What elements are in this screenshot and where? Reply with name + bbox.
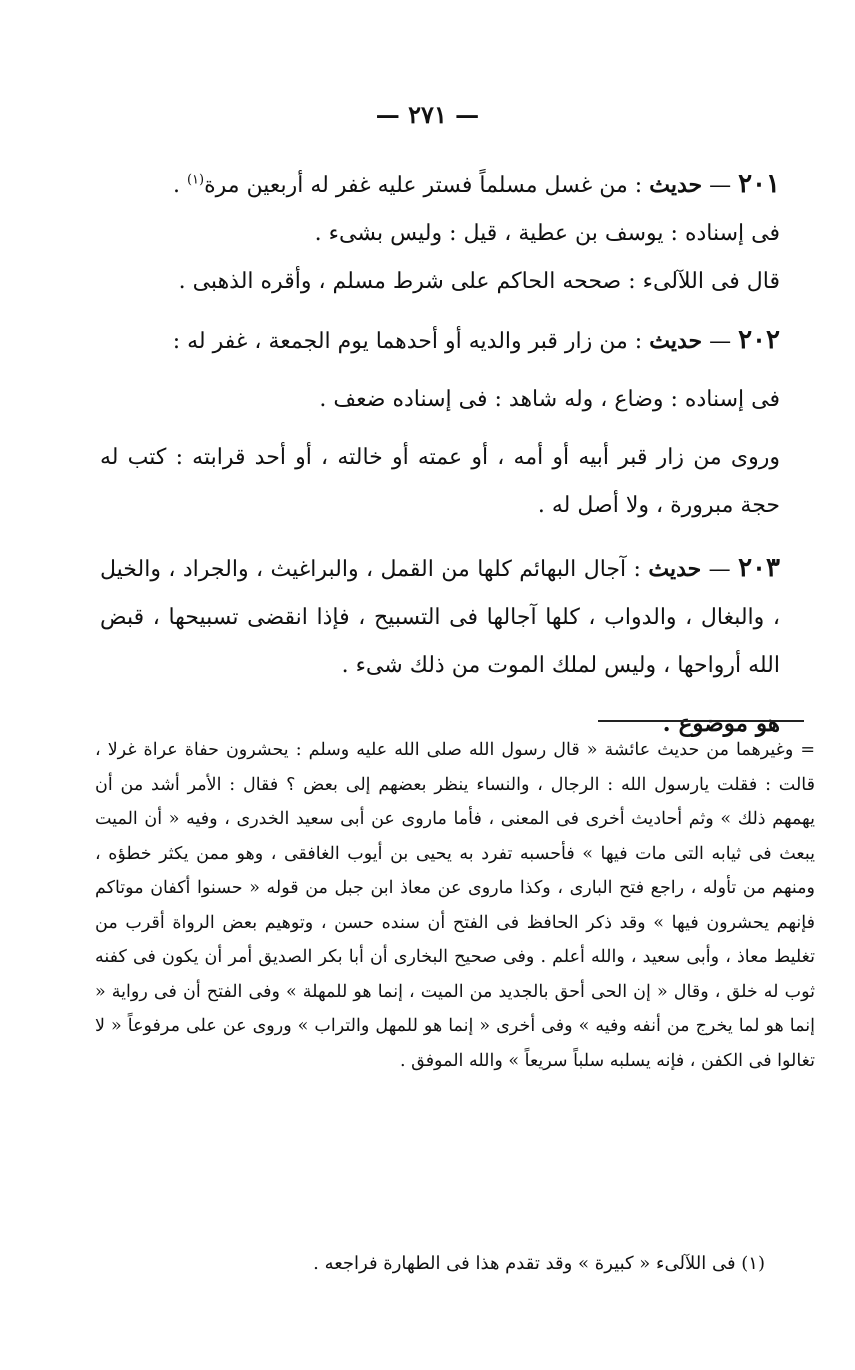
hadith-number: ٢٠١ (738, 169, 780, 199)
hadith-number: ٢٠٣ (738, 553, 780, 583)
hadith-202: ٢٠٢ — حديث : من زار قبر والديه أو أحدهما يوم الجمعة ، غفر له : (172, 325, 780, 355)
hadith-label: حديث (649, 328, 703, 354)
footnote-1: (١) فى اللآلىء « كبيرة » وقد تقدم هذا فى الطهارة فراجعه . (313, 1253, 765, 1274)
hadith-number: ٢٠٢ (738, 325, 780, 355)
hadith-text: : آجال البهائم كلها من القمل ، والبراغيث ، والجراد ، والخيل ، والبغال ، والدواب ، كلها آجالها فى التسبيح ، فإذا انقضى تسبيحها ، قبض الله أرواحها ، وليس لملك الموت من ذلك شىء . (100, 557, 780, 678)
commentary-line: وروى من زار قبر أبيه أو أمه ، أو عمته أو خالته ، أو أحد قرابته : كتب له حجة مبرورة ، ولا أصل له . (100, 445, 780, 518)
page-number: — ٢٧١ — (375, 100, 480, 129)
hadith-203: ٢٠٣ — حديث : آجال البهائم كلها من القمل ، والبراغيث ، والجراد ، والخيل ، والبغال ، والدواب ، كلها آجالها فى التسبيح ، فإذا انقضى تسبيحها ، قبض الله أرواحها ، وليس لملك الموت من ذلك شىء . (100, 553, 780, 678)
footnote-divider (598, 720, 804, 722)
hadith-label: حديث (649, 172, 703, 198)
main-text (100, 160, 780, 748)
footnote-continuation (95, 733, 815, 1078)
footnote-reference: (١) (186, 172, 205, 188)
continuation-mark: = (800, 740, 815, 760)
verdict: هو موضوع . (662, 710, 780, 737)
commentary-line: فى إسناده : وضاع ، وله شاهد : فى إسناده ضعف . (319, 387, 780, 412)
commentary-line: فى إسناده : يوسف بن عطية ، قيل : وليس بشىء . (314, 221, 780, 246)
hadith-text-end: . (172, 173, 187, 198)
hadith-label: حديث (648, 556, 702, 582)
commentary-line: قال فى اللآلىء : صححه الحاكم على شرط مسلم ، وأقره الذهبى . (178, 269, 780, 294)
hadith-text: : من زار قبر والديه أو أحدهما يوم الجمعة ، غفر له : (172, 329, 643, 354)
hadith-text: : من غسل مسلماً فستر عليه غفر له أربعين مرة (204, 173, 643, 198)
note-text: وغيرهما من حديث عائشة « قال رسول الله صلى الله عليه وسلم : يحشرون حفاة عراة غرلا ، قالت : فقلت يارسول الله : الرجال ، والنساء ينظر بعضهم إلى بعض ؟ فقال : الأمر أشد من أن يهمهم ذلك » وثم أحاديث أخرى فى المعنى ، فأما ماروى عن أبى سعيد الخدرى ، وفيه « أن الميت يبعث فى ثيابه التى مات فيها » فأحسبه تفرد به يحيى بن أيوب الغافقى ، وهو ممن يكثر خطؤه ، ومنهم من تأوله ، راجع فتح البارى ، وكذا ماروى عن معاذ ابن جبل من قوله « حسنوا أكفان موتاكم فإنهم يحشرون فيها » وقد ذكر الحافظ فى الفتح أن سنده حسن ، وتوهيم بعض الرواة أقرب من تغليط معاذ ، وأبى سعيد ، والله أعلم . وفى صحيح البخارى أن أبا بكر الصديق أمر أن يكون فى كفنه ثوب له خلق ، وقال « إن الحى أحق بالجديد من الميت ، إنما هو للمهلة » وفى الفتح أن فى رواية « إنما هو لما يخرج من أنفه وفيه » وفى أخرى « إنما هو للمهل والتراب » وروى عن على مرفوعاً « لا تغالوا فى الكفن ، فإنه يسلبه سلباً سريعاً » والله الموفق . (95, 740, 815, 1071)
hadith-201: ٢٠١ — حديث : من غسل مسلماً فستر عليه غفر له أربعين مرة$^{(١)}$ . (172, 169, 780, 199)
